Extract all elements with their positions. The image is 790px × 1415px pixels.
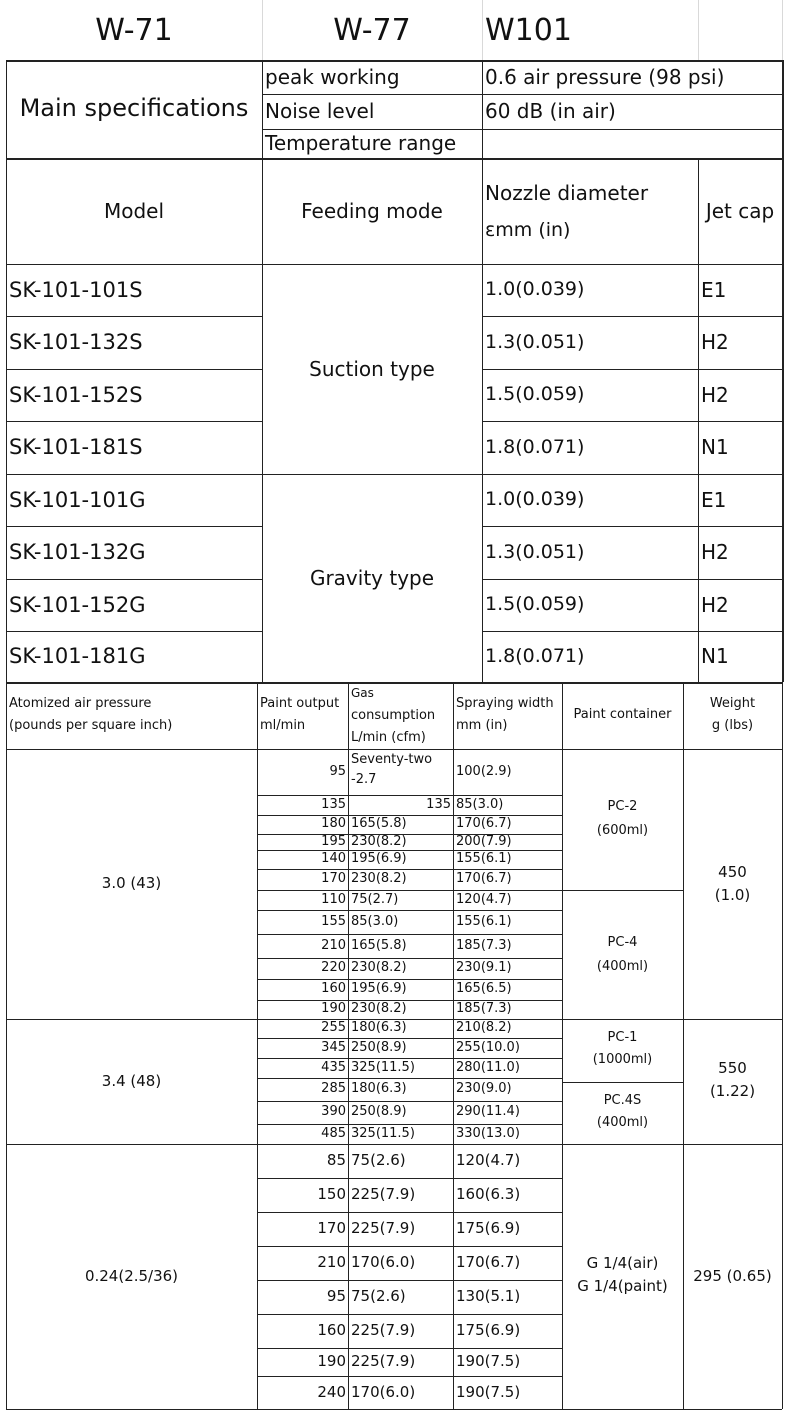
jet-cap-cell: H2: [701, 382, 729, 407]
main-specs-label: Main specifications: [19, 94, 249, 123]
gas-cell: 225(7.9): [351, 1352, 416, 1371]
gas-cell: 230(8.2): [351, 1001, 407, 1017]
gas-cell-line2: -2.7: [351, 771, 377, 787]
spec-name: peak working: [265, 64, 400, 89]
gas-cell: 225(7.9): [351, 1321, 416, 1340]
pressure-header-line1: Atomized air pressure: [9, 695, 152, 711]
gas-cell: 170(6.0): [351, 1382, 416, 1401]
gas-cell: 250(8.9): [351, 1039, 407, 1055]
nozzle-header-line2: ɛmm (in): [485, 219, 571, 242]
spray-width-cell: 230(9.0): [456, 1081, 512, 1097]
container-cell-line1: PC-4: [607, 934, 638, 950]
grid-line-h: [562, 890, 683, 891]
spray-width-cell: 175(6.9): [456, 1321, 521, 1340]
gas-cell: 230(8.2): [351, 871, 407, 887]
spec-name: Temperature range: [265, 131, 457, 155]
paint-output-cell: 160: [321, 981, 346, 997]
nozzle-cell: 1.8(0.071): [485, 435, 585, 458]
paint-output-cell: 155: [321, 913, 346, 929]
gas-header-line2: consumption: [351, 707, 436, 723]
gas-cell: 230(8.2): [351, 960, 407, 976]
spray-width-cell: 85(3.0): [456, 796, 504, 812]
paint-output-cell: 485: [321, 1125, 346, 1141]
feeding-mode-cell: Suction type: [309, 356, 435, 381]
paint-output-cell: 210: [317, 1253, 346, 1272]
spray-width-cell: 230(9.1): [456, 960, 512, 976]
paint-output-cell: 85: [326, 1151, 346, 1170]
spray-width-cell: 165(6.5): [456, 981, 512, 997]
paint-output-cell: 190: [321, 1001, 346, 1017]
gas-cell: 75(2.6): [351, 1151, 406, 1170]
grid-line-h: [6, 1409, 782, 1410]
jet-cap-cell: H2: [701, 592, 729, 617]
paint-output-cell: 95: [326, 1287, 346, 1306]
gas-cell: 75(2.6): [351, 1287, 406, 1306]
feeding-mode-cell: Gravity type: [309, 565, 435, 590]
paint-output-cell: 345: [321, 1039, 346, 1055]
gas-cell: 325(11.5): [351, 1059, 415, 1075]
spec-value: 0.6 air pressure (98 psi): [485, 64, 725, 89]
gas-cell: 230(8.2): [351, 834, 407, 849]
spec-name: Noise level: [265, 99, 375, 123]
gas-cell: 170(6.0): [351, 1253, 416, 1272]
weight-cell-line2: (1.0): [714, 886, 751, 905]
container-cell-line1: PC.4S: [603, 1092, 642, 1108]
spray-width-cell: 130(5.1): [456, 1287, 521, 1306]
paint-output-cell: 170: [317, 1219, 346, 1238]
grid-line-v: [782, 682, 783, 1409]
gas-cell: 225(7.9): [351, 1219, 416, 1238]
spray-width-cell: 280(11.0): [456, 1059, 520, 1075]
nozzle-cell: 1.8(0.071): [485, 644, 585, 667]
spray-width-cell: 155(6.1): [456, 913, 512, 929]
output-header-line2: ml/min: [260, 717, 306, 733]
weight-cell: 295 (0.65): [693, 1266, 772, 1285]
jet-cap-cell: H2: [701, 540, 729, 564]
paint-output-cell: 95: [329, 763, 346, 779]
spray-width-cell: 185(7.3): [456, 937, 512, 953]
paint-output-cell: 170: [321, 871, 346, 887]
gas-cell: 85(3.0): [351, 913, 399, 929]
spec-value: 60 dB (in air): [485, 99, 616, 123]
nozzle-cell: 1.0(0.039): [485, 278, 585, 301]
container-cell-line2: (1000ml): [592, 1051, 653, 1067]
header-col3: W101: [485, 12, 572, 48]
paint-output-cell: 435: [321, 1059, 346, 1075]
paint-output-cell: 160: [317, 1321, 346, 1340]
spray-width-cell: 190(7.5): [456, 1382, 521, 1401]
gas-header-line1: Gas: [351, 686, 374, 701]
pressure-cell: 3.4 (48): [101, 1071, 162, 1090]
paint-output-cell: 220: [321, 960, 346, 976]
jet-cap-cell: E1: [701, 277, 727, 302]
width-header-line1: Spraying width: [456, 695, 554, 711]
pressure-cell: 0.24(2.5/36): [84, 1266, 179, 1285]
paint-output-cell: 140: [321, 851, 346, 867]
nozzle-header-line1: Nozzle diameter: [485, 180, 649, 205]
nozzle-cell: 1.5(0.059): [485, 593, 585, 616]
model-cell: SK-101-181G: [9, 644, 146, 669]
jet-cap-cell: E1: [701, 487, 727, 512]
spray-width-cell: 120(4.7): [456, 1151, 521, 1170]
paint-output-cell: 210: [321, 937, 346, 953]
gas-cell: 195(6.9): [351, 851, 407, 867]
paint-output-cell: 135: [321, 796, 346, 812]
container-header: Paint container: [573, 707, 672, 723]
spray-width-cell: 100(2.9): [456, 763, 512, 779]
grid-line-v: [782, 0, 783, 60]
jet-cap-cell: H2: [701, 330, 729, 354]
weight-cell-line1: 450: [718, 863, 747, 882]
paint-output-cell: 190: [317, 1352, 346, 1371]
gas-header-line3: L/min (cfm): [351, 729, 426, 745]
model-cell: SK-101-101S: [9, 277, 143, 302]
container-cell-line1: PC-1: [607, 1029, 638, 1045]
gas-cell: 325(11.5): [351, 1125, 415, 1141]
weight-header-line2: g (lbs): [711, 717, 754, 733]
model-cell: SK-101-152G: [9, 592, 146, 617]
paint-output-cell: 285: [321, 1081, 346, 1097]
container-cell-line2: G 1/4(paint): [577, 1277, 668, 1296]
feeding-mode-header: Feeding mode: [301, 198, 443, 223]
gas-cell: 180(6.3): [351, 1020, 407, 1036]
model-cell: SK-101-101G: [9, 487, 146, 512]
weight-header-line1: Weight: [709, 695, 756, 711]
spray-width-cell: 330(13.0): [456, 1125, 520, 1141]
header-col2: W-77: [333, 12, 411, 48]
spray-width-cell: 190(7.5): [456, 1352, 521, 1371]
container-cell-line2: (400ml): [596, 1114, 649, 1130]
paint-output-cell: 240: [317, 1382, 346, 1401]
pressure-header-line2: (pounds per square inch): [9, 717, 173, 733]
output-header-line1: Paint output: [260, 695, 340, 711]
weight-cell-line2: (1.22): [709, 1082, 756, 1101]
gas-cell: 165(5.8): [351, 937, 407, 953]
pressure-cell: 3.0 (43): [101, 874, 162, 893]
spray-width-cell: 170(6.7): [456, 871, 512, 887]
spray-width-cell: 120(4.7): [456, 891, 512, 907]
jet-cap-header: Jet cap: [705, 198, 775, 223]
gas-cell: 75(2.7): [351, 891, 399, 907]
paint-output-cell: 390: [321, 1104, 346, 1120]
container-cell-line1: PC-2: [607, 798, 638, 814]
gas-cell: 135: [426, 796, 451, 812]
gas-cell-line1: Seventy-two: [351, 751, 433, 767]
gas-cell: 225(7.9): [351, 1185, 416, 1204]
container-cell-line2: (600ml): [596, 822, 649, 838]
nozzle-cell: 1.3(0.051): [485, 330, 585, 353]
grid-line-v: [782, 60, 784, 682]
paint-output-cell: 150: [317, 1185, 346, 1204]
model-cell: SK-101-181S: [9, 435, 143, 460]
gas-cell: 195(6.9): [351, 981, 407, 997]
spray-width-cell: 170(6.7): [456, 816, 512, 832]
jet-cap-cell: N1: [701, 644, 729, 668]
spray-width-cell: 175(6.9): [456, 1219, 521, 1238]
weight-cell-line1: 550: [718, 1059, 747, 1078]
container-cell-line1: G 1/4(air): [586, 1254, 659, 1273]
spec-value: [482, 129, 782, 158]
header-col1: W-71: [95, 12, 173, 48]
model-header: Model: [103, 198, 165, 223]
spray-width-cell: 210(8.2): [456, 1020, 512, 1036]
spray-width-cell: 160(6.3): [456, 1185, 521, 1204]
gas-cell: 180(6.3): [351, 1081, 407, 1097]
spray-width-cell: 155(6.1): [456, 851, 512, 867]
spray-width-cell: 185(7.3): [456, 1001, 512, 1017]
spray-width-cell: 200(7.9): [456, 834, 512, 849]
grid-line-h: [562, 1082, 683, 1083]
width-header-line2: mm (in): [456, 717, 508, 733]
nozzle-cell: 1.3(0.051): [485, 540, 585, 563]
container-cell-line2: (400ml): [596, 958, 649, 974]
spray-width-cell: 255(10.0): [456, 1039, 520, 1055]
paint-output-cell: 255: [321, 1020, 346, 1036]
paint-output-cell: 180: [321, 816, 346, 832]
model-cell: SK-101-152S: [9, 382, 143, 407]
spray-width-cell: 170(6.7): [456, 1253, 521, 1272]
model-cell: SK-101-132S: [9, 330, 143, 355]
grid-line-v: [698, 0, 699, 60]
jet-cap-cell: N1: [701, 435, 729, 459]
nozzle-cell: 1.5(0.059): [485, 383, 585, 406]
model-cell: SK-101-132G: [9, 540, 146, 565]
spray-width-cell: 290(11.4): [456, 1104, 520, 1120]
paint-output-cell: 110: [321, 891, 346, 907]
nozzle-cell: 1.0(0.039): [485, 488, 585, 511]
paint-output-cell: 195: [321, 834, 346, 849]
gas-cell: 250(8.9): [351, 1104, 407, 1120]
gas-cell: 165(5.8): [351, 816, 407, 832]
